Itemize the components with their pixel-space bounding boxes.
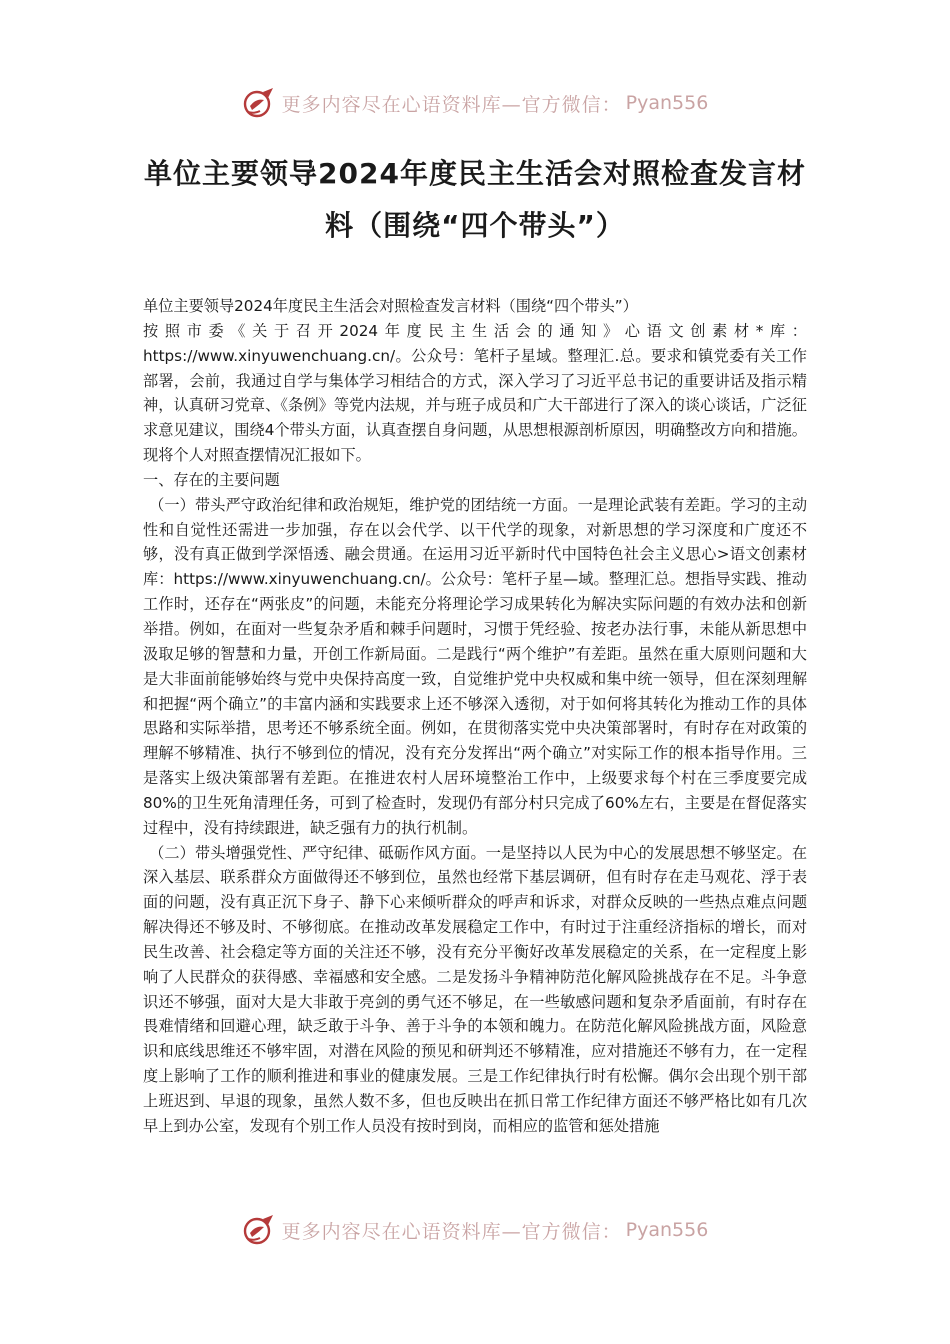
- brush-logo-icon: [242, 86, 276, 120]
- banner-text: 更多内容尽在心语资料库—官方微信：: [281, 1220, 622, 1243]
- document-body: [143, 294, 807, 1139]
- brush-logo-icon: [242, 1213, 276, 1247]
- banner-wechat-id: Pyan556: [625, 1219, 709, 1241]
- banner-text: 更多内容尽在心语资料库—官方微信：: [281, 93, 622, 116]
- body-paragraph-item-2: （二）带头增强党性、严守纪律、砥砺作风方面。一是坚持以人民为中心的发展思想不够坚定。在深入基层、联系群众方面做得还不够到位，虽然也经常下基层调研，但有时存在走马观花、浮于表面的问题，没有真正沉下身子、静下心来倾听群众的呼声和诉求，对群众反映的一些热点难点问题解决得还不够及时、不够彻底。在推动改革发展稳定工作中，有时过于注重经济指标的增长，而对民生改善、社会稳定等方面的关注还不够，没有充分平衡好改革发展稳定的关系，在一定程度上影响了人民群众的获得感、幸福感和安全感。二是发扬斗争精神防范化解风险挑战存在不足。斗争意识还不够强，面对大是大非敢于亮剑的勇气还不够足，在一些敏感问题和复杂矛盾面前，有时存在畏难情绪和回避心理，缺乏敢于斗争、善于斗争的本领和魄力。在防范化解风险挑战方面，风险意识和底线思维还不够牢固，对潜在风险的预见和研判还不够精准，应对措施还不够有力，在一定程度上影响了工作的顺利推进和事业的健康发展。三是工作纪律执行时有松懈。偶尔会出现个别干部上班迟到、早退的现象，虽然人数不多，但也反映出在抓日常工作纪律方面还不够严格比如有几次早上到办公室，发现有个别工作人员没有按时到岗，而相应的监管和惩处措施: [143, 843, 807, 1135]
- body-paragraph-subtitle: 单位主要领导2024年度民主生活会对照检查发言材料（围绕“四个带头”）: [143, 297, 638, 315]
- banner-wechat-id: Pyan556: [625, 92, 709, 114]
- header-watermark-banner: [0, 83, 950, 123]
- body-paragraph-item-1: （一）带头严守政治纪律和政治规矩，维护党的团结统一方面。一是理论武装有差距。学习的主动性和自觉性还需进一步加强，存在以会代学、以干代学的现象，对新思想的学习深度和广度还不够，没有真正做到学深悟透、融会贯通。在运用习近平新时代中国特色社会主义思心>语文创素材库：https://www.xinyuwenchuang.cn/。公众号：笔杆子星—域。整理汇总。想指导实践、推动工作时，还存在“两张皮”的问题，未能充分将理论学习成果转化为解决实际问题的有效办法和创新举措。例如，在面对一些复杂矛盾和棘手问题时，习惯于凭经验、按老办法行事，未能从新思想中汲取足够的智慧和力量，开创工作新局面。二是践行“两个维护”有差距。虽然在重大原则问题和大是大非面前能够始终与党中央保持高度一致，自觉维护党中央权威和集中统一领导，但在深刻理解和把握“两个确立”的丰富内涵和实践要求上还不够深入透彻，对于如何将其转化为推动工作的具体思路和实际举措，思考还不够系统全面。例如，在贯彻落实党中央决策部署时，有时存在对政策的理解不够精准、执行不够到位的情况，没有充分发挥出“两个确立”对实际工作的根本指导作用。三是落实上级决策部署有差距。在推进农村人居环境整治工作中，上级要求每个村在三季度要完成80%的卫生死角清理任务，可到了检查时，发现仍有部分村只完成了60%左右，主要是在督促落实过程中，没有持续跟进，缺乏强有力的执行机制。: [143, 495, 807, 837]
- body-paragraph-intro: 按照市委《关于召开2024年度民主生活会的通知》心语文创素材*库：https://www.xinyuwenchuang.cn/。公众号：笔杆子星域。整理汇.总。要求和镇党委有关工作部署，会前，我通过自学与集体学习相结合的方式，深入学习了习近平总书记的重要讲话及指示精神，认真研习党章、《条例》等党内法规，并与班子成员和广大干部进行了深入的谈心谈话，广泛征求意见建议，围绕4个带头方面，认真查摆自身问题，从思想根源剖析原因，明确整改方向和措施。现将个人对照查摆情况汇报如下。: [143, 321, 807, 465]
- document-title: 单位主要领导2024年度民主生活会对照检查发言材料（围绕“四个带头”）: [144, 157, 806, 242]
- footer-watermark-banner: [0, 1210, 950, 1250]
- section-heading-main-problems: 一、存在的主要问题: [143, 470, 280, 489]
